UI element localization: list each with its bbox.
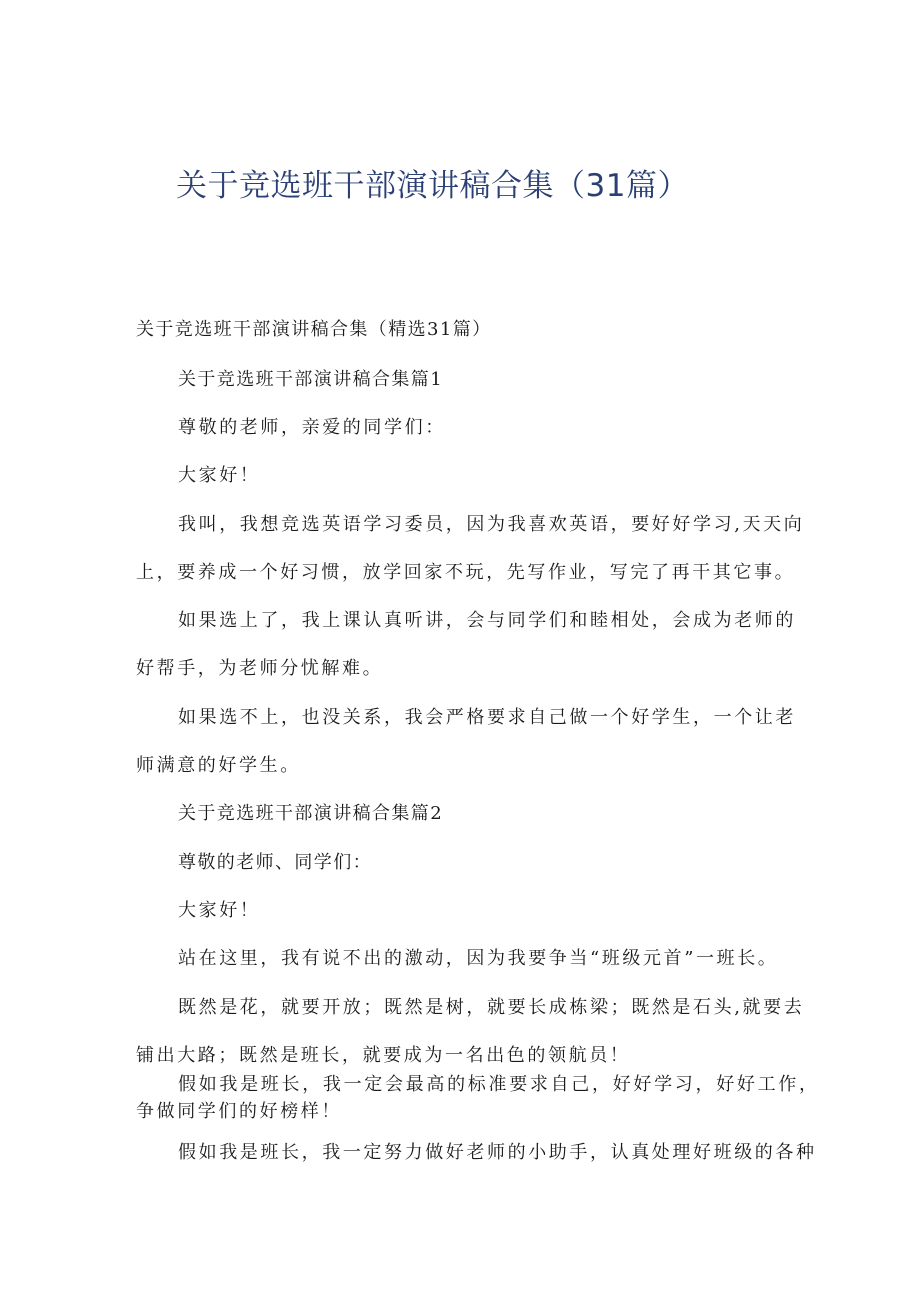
paragraph-line: 上，要养成一个好习惯，放学回家不玩，先写作业，写完了再干其它事。	[136, 562, 796, 583]
paragraph-line: 如果选上了，我上课认真听讲，会与同学们和睦相处，会成为老师的	[178, 610, 796, 631]
paragraph-line: 争做同学们的好榜样！	[136, 1101, 342, 1122]
document-title: 关于竞选班干部演讲稿合集（31篇）	[176, 168, 689, 204]
paragraph-line: 大家好！	[178, 465, 261, 486]
paragraph-line: 如果选不上，也没关系，我会严格要求自己做一个好学生，一个让老	[178, 707, 796, 728]
paragraph-line: 大家好！	[178, 900, 261, 921]
paragraph-line: 师满意的好学生。	[136, 755, 301, 776]
section-heading-2: 关于竞选班干部演讲稿合集篇2	[178, 803, 444, 824]
paragraph-line: 假如我是班长，我一定会最高的标准要求自己，好好学习，好好工作，	[178, 1074, 820, 1095]
paragraph-line: 好帮手，为老师分忧解难。	[136, 658, 384, 679]
paragraph-line: 尊敬的老师、同学们：	[178, 852, 372, 873]
section-heading-1: 关于竞选班干部演讲稿合集篇1	[178, 369, 444, 390]
subtitle-line: 关于竞选班干部演讲稿合集（精选31篇）	[136, 319, 492, 340]
paragraph-line: 假如我是班长，我一定努力做好老师的小助手，认真处理好班级的各种	[178, 1142, 817, 1163]
paragraph-line: 既然是花，就要开放；既然是树，就要长成栋梁；既然是石头,就要去	[178, 997, 805, 1018]
paragraph-line: 铺出大路；既然是班长，就要成为一名出色的领航员！	[136, 1045, 631, 1066]
paragraph-line: 站在这里，我有说不出的激动，因为我要争当“班级元首”一班长。	[178, 948, 779, 969]
paragraph-line: 我叫，我想竞选英语学习委员，因为我喜欢英语，要好好学习,天天向	[178, 514, 805, 535]
paragraph-line: 尊敬的老师，亲爱的同学们：	[178, 417, 446, 438]
